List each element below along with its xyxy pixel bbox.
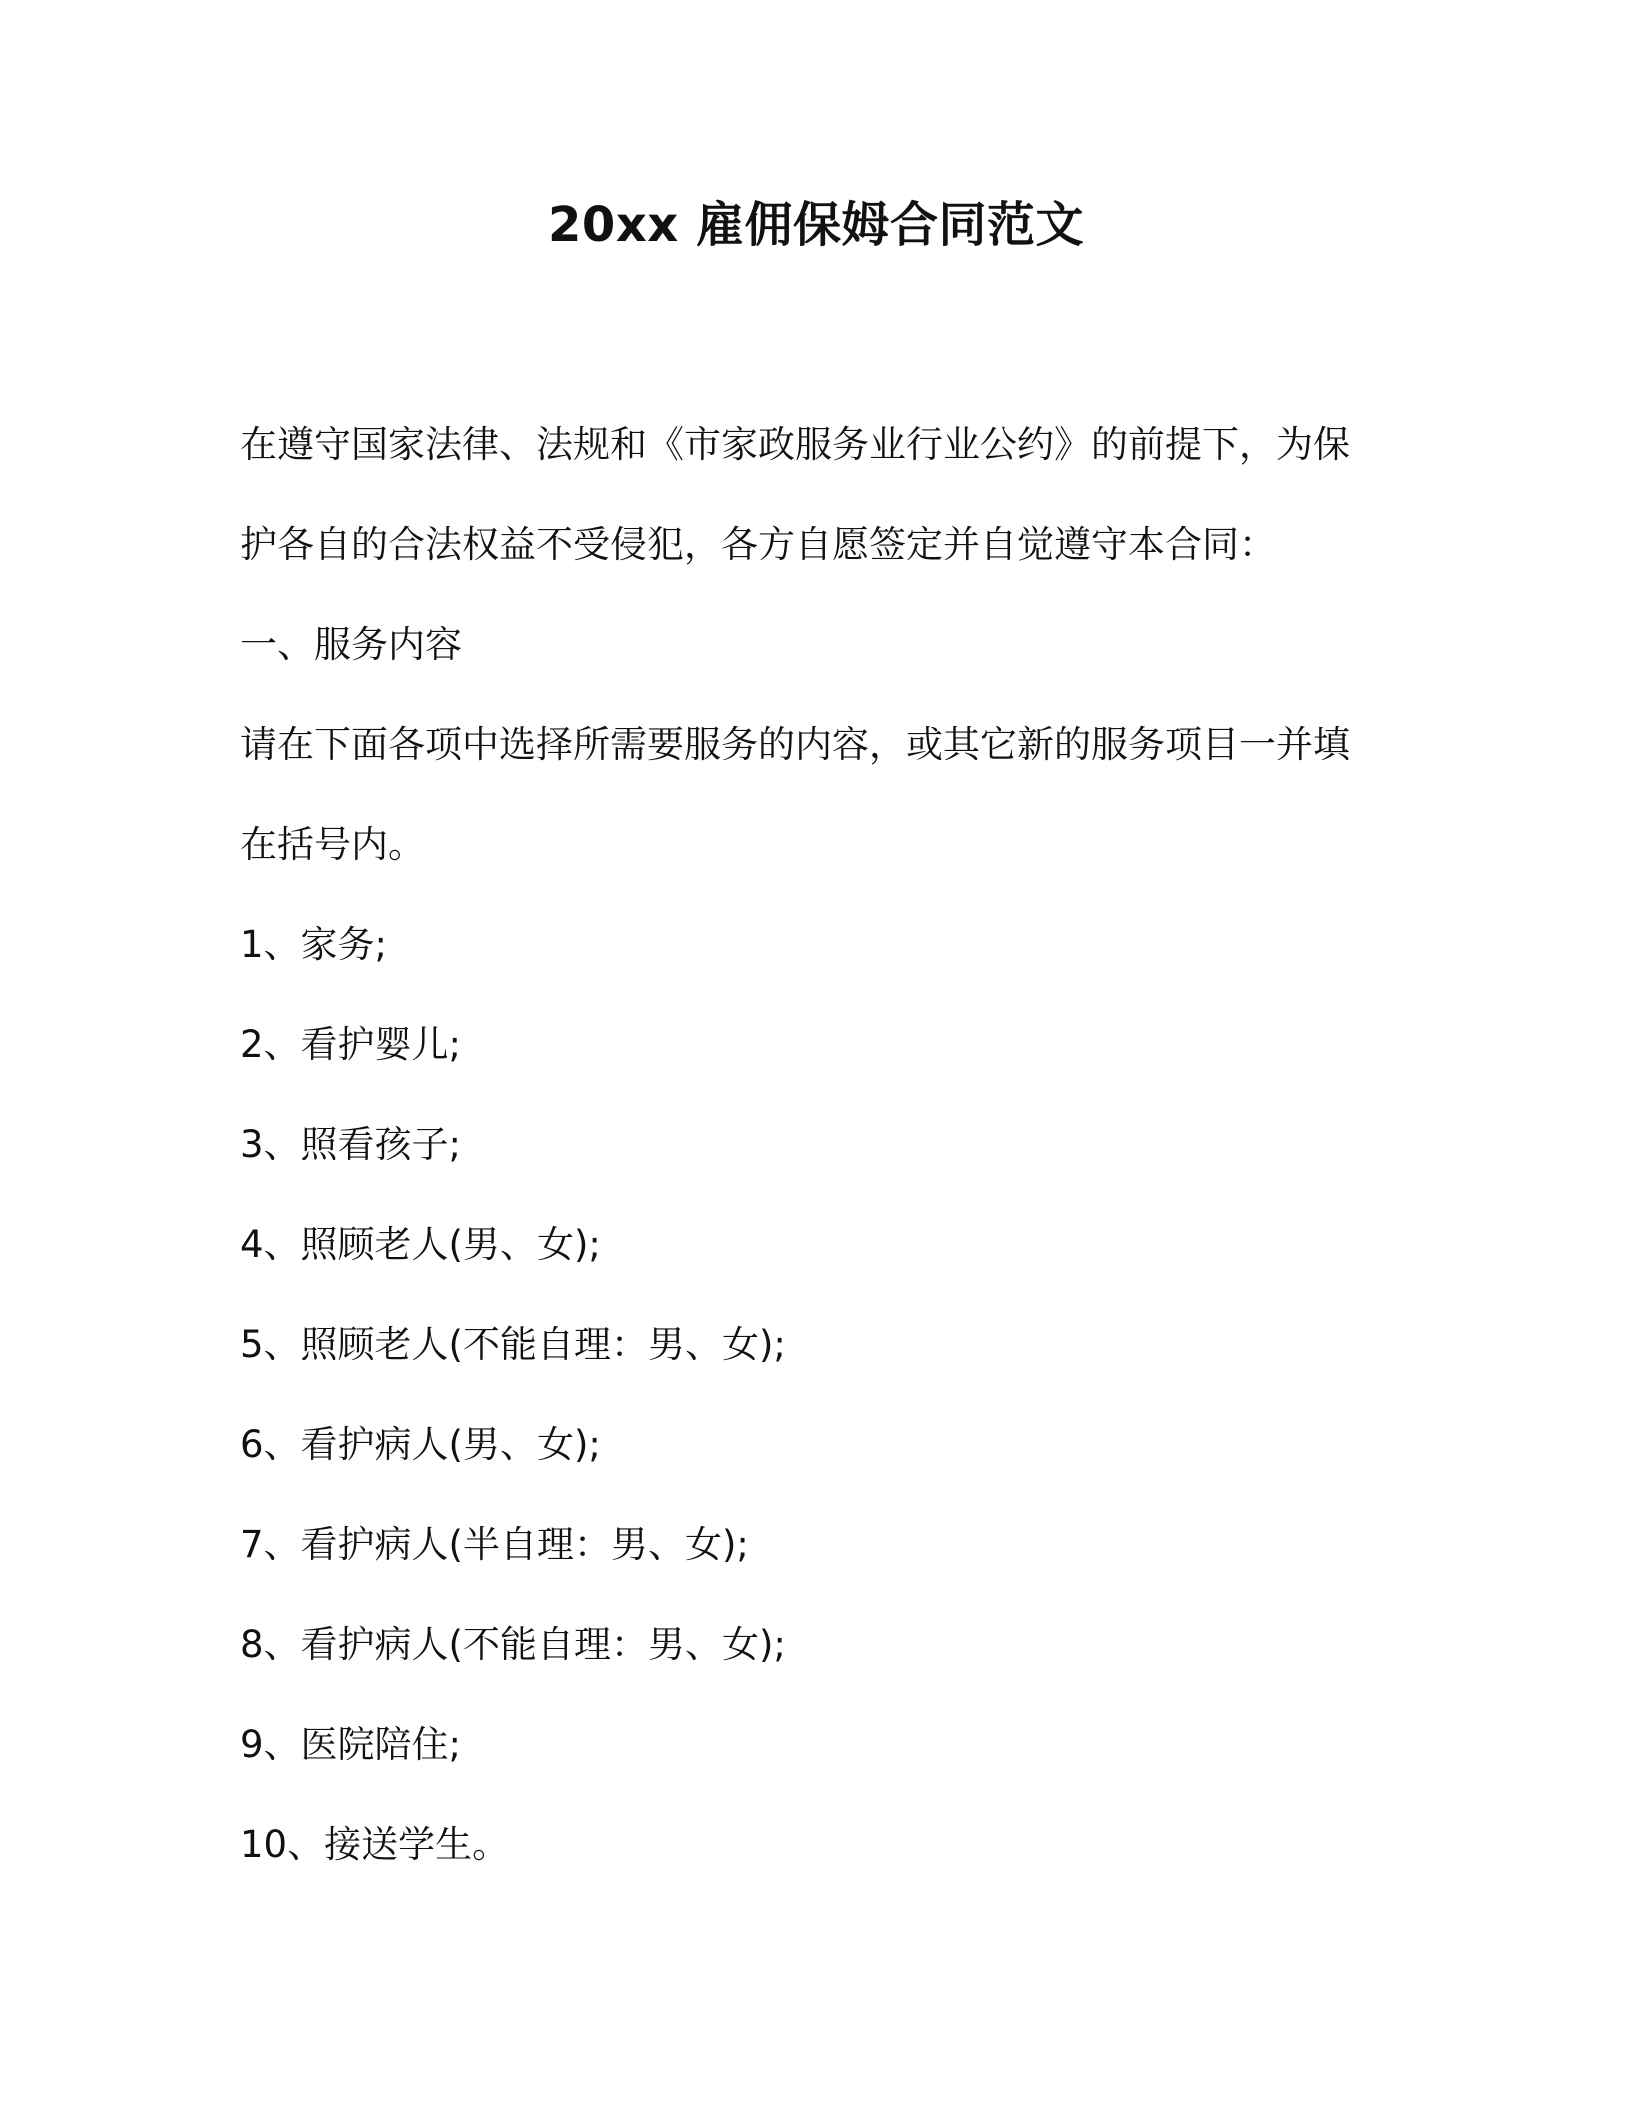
- list-item: 3、照看孩子;: [240, 1123, 462, 1166]
- instruction-line-1: 请在下面各项中选择所需要服务的内容，或其它新的服务项目一并填: [240, 723, 1350, 766]
- intro-line-1: 在遵守国家法律、法规和《市家政服务业行业公约》的前提下，为保: [240, 423, 1350, 466]
- list-item: 10、接送学生。: [240, 1823, 510, 1866]
- section-heading: 一、服务内容: [240, 623, 462, 666]
- document-title: 20xx 雇佣保姆合同范文: [548, 197, 1084, 253]
- list-item: 2、看护婴儿;: [240, 1023, 462, 1066]
- list-item: 5、照顾老人(不能自理：男、女);: [240, 1323, 786, 1366]
- list-item: 6、看护病人(男、女);: [240, 1423, 601, 1466]
- list-item: 4、照顾老人(男、女);: [240, 1223, 601, 1266]
- list-item: 8、看护病人(不能自理：男、女);: [240, 1623, 786, 1666]
- instruction-line-2: 在括号内。: [240, 823, 425, 866]
- intro-line-2: 护各自的合法权益不受侵犯，各方自愿签定并自觉遵守本合同：: [240, 523, 1276, 566]
- list-item: 7、看护病人(半自理：男、女);: [240, 1523, 749, 1566]
- list-item: 1、家务;: [240, 923, 388, 966]
- list-item: 9、医院陪住;: [240, 1723, 462, 1766]
